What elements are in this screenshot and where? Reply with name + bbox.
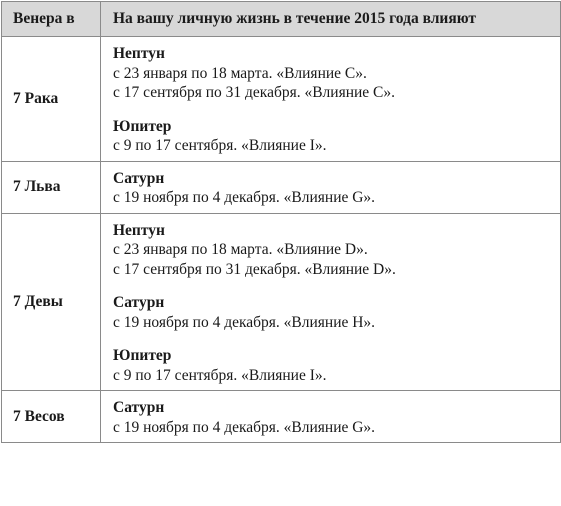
planet-block [113, 346, 560, 385]
influences-cell [101, 37, 561, 162]
planet-block [113, 117, 560, 156]
table-row [2, 161, 561, 213]
influences-cell [101, 391, 561, 443]
header-row [2, 2, 561, 37]
header-influences: На вашу личную жизнь в течение 2015 года влияют [101, 2, 561, 37]
period-text: с 23 января по 18 марта. «Влияние D». [113, 241, 368, 258]
influences-cell [101, 161, 561, 213]
planet-name: Юпитер [113, 117, 172, 135]
influences-cell [101, 213, 561, 391]
table-header [2, 2, 561, 37]
period-text: с 19 ноября по 4 декабря. «Влияние Н». [113, 313, 376, 331]
planet-name: Сатурн [113, 399, 165, 416]
table-row [2, 213, 561, 391]
venus-influence-table [1, 1, 561, 443]
sign-cell: 7 Девы [2, 213, 101, 391]
period-text: с 17 сентября по 31 декабря. «Влияние С». [113, 84, 396, 101]
period-text: с 9 по 17 сентября. «Влияние I». [113, 137, 327, 154]
table-row [2, 37, 561, 162]
period-text: с 9 по 17 сентября. «Влияние I». [113, 366, 327, 384]
period-text: с 19 ноября по 4 декабря. «Влияние G». [113, 418, 376, 436]
planet-name: Сатурн [113, 294, 165, 311]
sign-cell: 7 Льва [2, 161, 101, 213]
period-text: с 17 сентября по 31 декабря. «Влияние D». [113, 260, 396, 278]
planet-block [113, 221, 560, 280]
period-text: с 23 января по 18 марта. «Влияние С». [113, 64, 367, 82]
period-text: с 19 ноября по 4 декабря. «Влияние G». [113, 189, 376, 206]
planet-name: Юпитер [113, 347, 172, 364]
planet-name: Нептун [113, 221, 165, 239]
sign-cell: 7 Рака [2, 37, 101, 162]
planet-name: Нептун [113, 45, 165, 62]
planet-block [113, 398, 560, 437]
header-venus-position: Венера в [2, 2, 101, 37]
planet-block [113, 169, 560, 208]
planet-block [113, 293, 560, 332]
table-body [2, 37, 561, 443]
planet-name: Сатурн [113, 169, 165, 187]
planet-block [113, 44, 560, 103]
sign-cell: 7 Весов [2, 391, 101, 443]
table-row [2, 391, 561, 443]
